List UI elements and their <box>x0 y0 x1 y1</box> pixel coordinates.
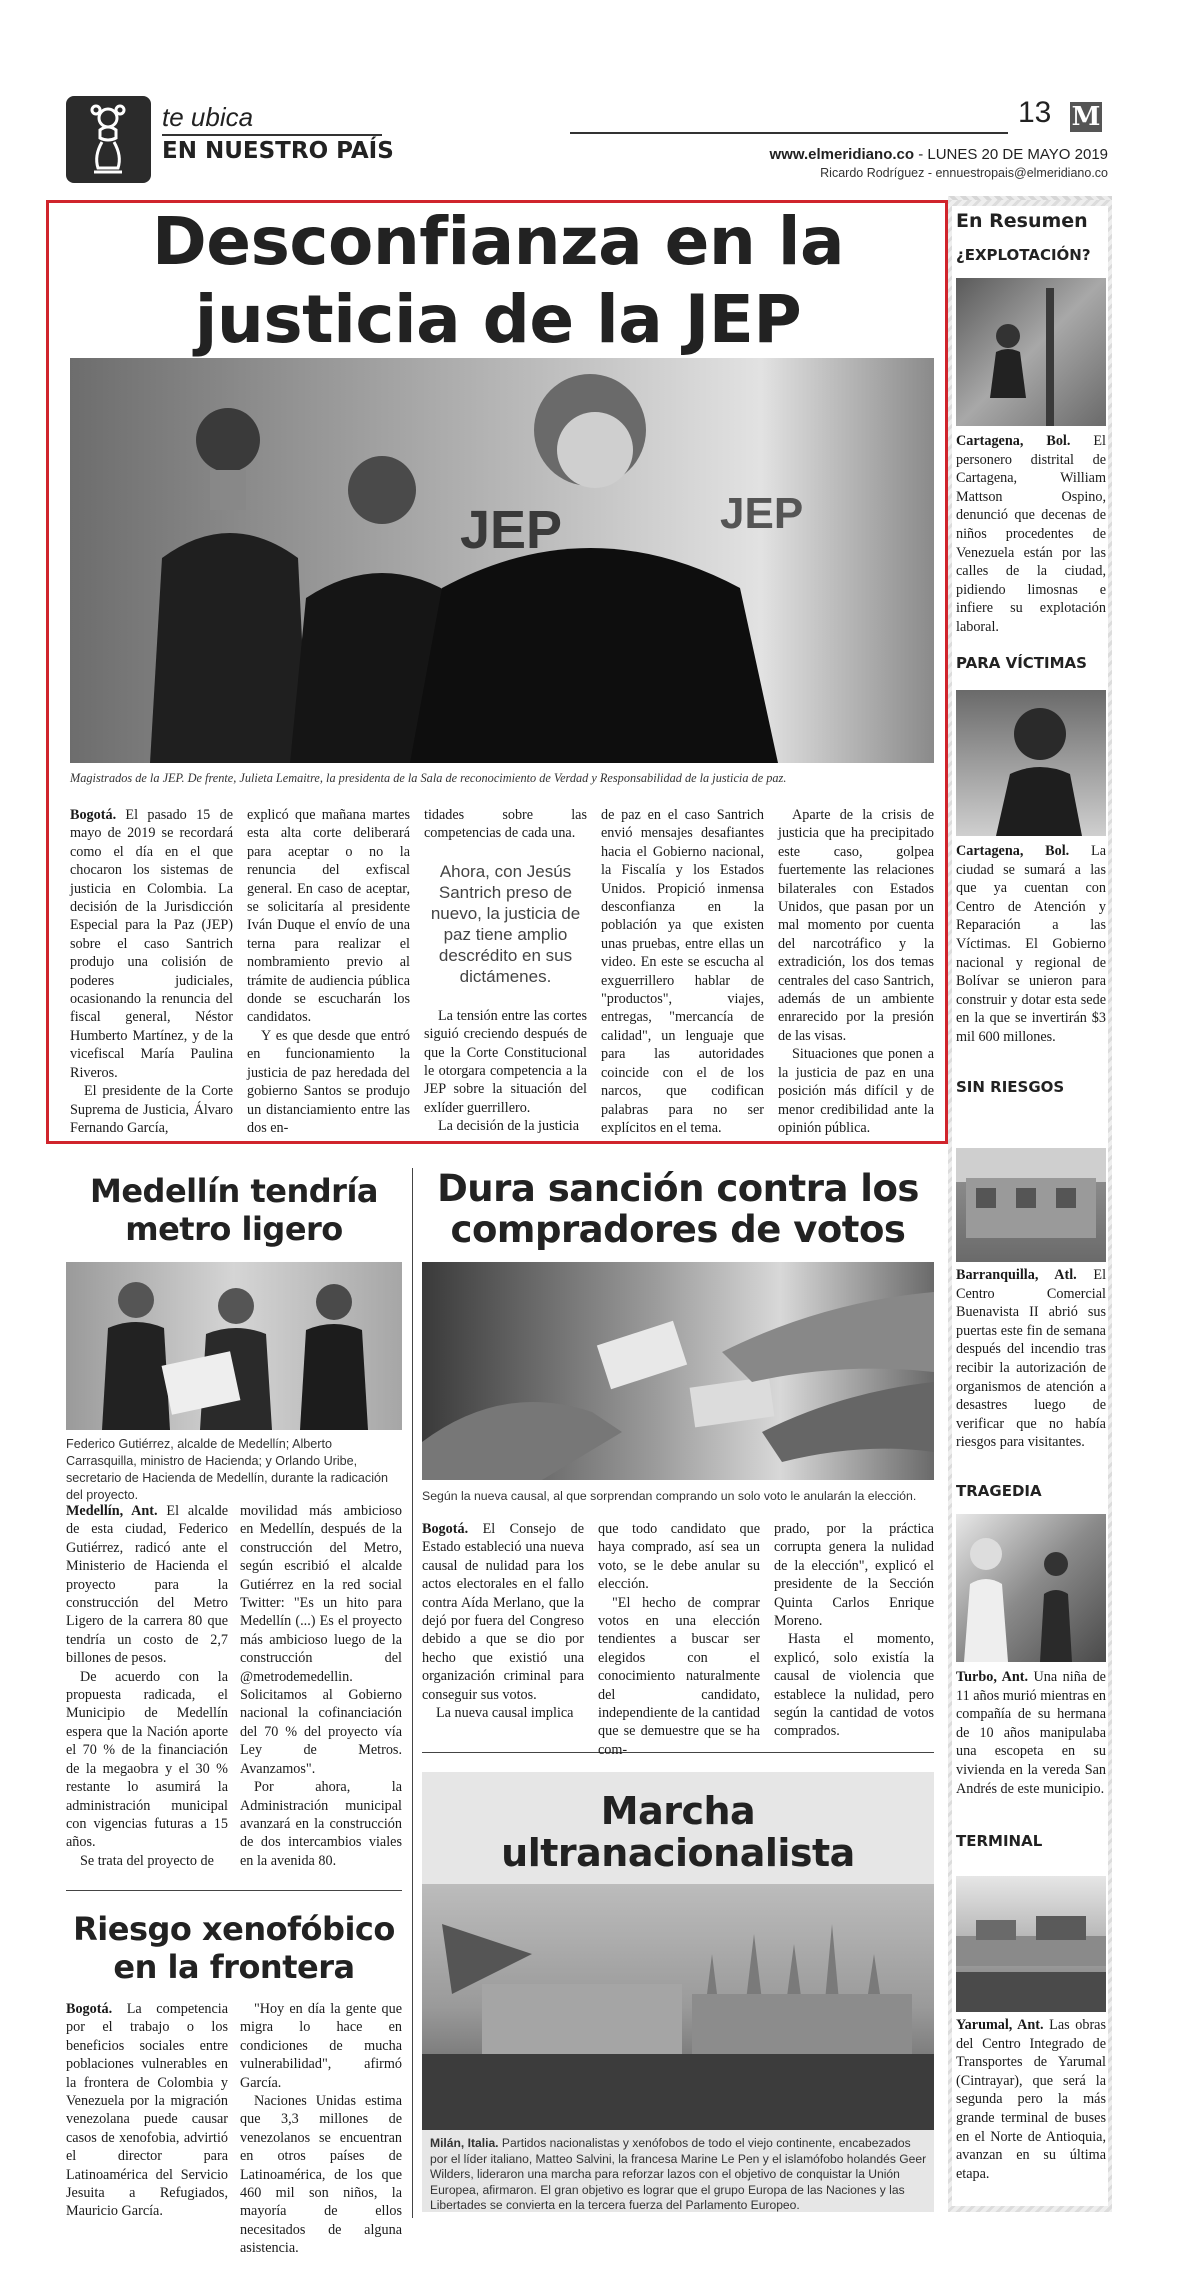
medellin-col1-p1: El alcalde de esta ciudad, Federico Gutiérrez, radicó ante el Ministerio de Hacienda el proyecto para la construcción del Metro Ligero de la carrera 80 que tendría un costo de 2,7 billones de pesos. <box>66 1503 229 1667</box>
riesgo-title <box>66 1910 402 1986</box>
sidebar-item-2-photo <box>956 690 1106 836</box>
main-lead: Bogotá. <box>70 807 117 823</box>
sancion-title <box>422 1168 934 1250</box>
riesgo-col2-p1: "Hoy en día la gente que migra lo hace en condiciones de mucha vulnerabilidad", afirmó García. <box>240 2001 402 2091</box>
sancion-col2-p2: "El hecho de comprar votos en una elección tendientes a buscar ser elegidos con el conocimiento naturalmente del candidato, independiente de la cantidad que se demuestre que se ha com- <box>598 1594 760 1758</box>
medellin-caption: Federico Gutiérrez, alcalde de Medellín; Alberto Carrasquilla, ministro de Hacienda; y Orlando Uribe, secretario de Hacienda de Medellín, durante la radicación del proyecto. <box>66 1437 389 1502</box>
sidebar-item-1-lead: Cartagena, Bol. <box>956 433 1071 449</box>
sidebar-item-2-head: PARA VÍCTIMAS <box>956 654 1087 672</box>
marcha-caption-text: Partidos nacionalistas y xenófobos de todo el viejo continente, encabezados por el líder italiano, Matteo Salvini, la francesa Marine Le Pen y el islamófobo holandés Geer Wilders, lideraron una marcha para reforzar lazos con el objetivo de conquistar la Unión Europea, afirmaron. El gran objetivo es lograr que el grupo Europa de las Naciones y las Libertades se convierta en la tercera fuerza del Parlamento Europeo. <box>430 2136 927 2213</box>
riesgo-title-line1: Riesgo xenofóbico <box>73 1910 395 1948</box>
sidebar-item-5-lead: Yarumal, Ant. <box>956 2017 1044 2033</box>
medellin-bottom-rule <box>66 1890 402 1891</box>
main-col-3 <box>424 806 587 1136</box>
main-col-5 <box>778 806 934 1137</box>
main-title-line2: justicia de la JEP <box>194 281 802 358</box>
website-link[interactable]: www.elmeridiano.co <box>769 146 915 163</box>
sancion-col-3 <box>774 1520 934 1741</box>
magistrates-illustration <box>70 358 934 763</box>
sancion-col1-p2: La nueva causal implica <box>436 1705 574 1722</box>
riesgo-col-2 <box>240 2000 402 2258</box>
officials-illustration <box>66 1262 402 1430</box>
header-left-rule <box>162 134 382 136</box>
brand-logo-letter: M <box>1071 102 1101 132</box>
sancion-col-2 <box>598 1520 760 1759</box>
child-street-illustration <box>956 278 1106 426</box>
sidebar-item-5-photo <box>956 1876 1106 2012</box>
sidebar-item-3-lead: Barranquilla, Atl. <box>956 1267 1077 1283</box>
main-title <box>70 203 926 359</box>
sidebar-item-2-body: La ciudad se sumará a las que ya cuentan con Centro de Atención y Reparación a las Víctimas. El Gobierno nacional y regional de Bolívar se unieron para construir y dotar esta sede en la que se invertirán $3 mil 600 millones. <box>956 843 1106 1045</box>
sidebar-item-2-lead: Cartagena, Bol. <box>956 843 1070 859</box>
milan-march-illustration <box>422 1884 934 2130</box>
main-col2-p1: explicó que mañana martes esta alta corte deliberará para aceptar o no la renuncia del exfiscal general. En caso de aceptar, se solicitaría al presidente Iván Duque el envío de una terna para realizar el nombramiento previo al trámite de audiencia pública donde se escucharán los candidatos. <box>247 807 410 1026</box>
medellin-col-1 <box>66 1502 228 1870</box>
marcha-caption <box>430 2136 928 2214</box>
sidebar-title: En Resumen <box>956 210 1088 232</box>
riesgo-col-1 <box>66 2000 228 2221</box>
dateline <box>770 146 1108 163</box>
sancion-col2-p1: que todo candidato que haya comprado, así sea un voto, se le debe anular su elección. <box>598 1521 760 1593</box>
sidebar-item-5-text <box>956 2016 1106 2183</box>
sidebar-item-4-head: TRAGEDIA <box>956 1482 1042 1500</box>
svg-text:JEP: JEP <box>460 500 563 560</box>
sidebar-item-1-body: El personero distrital de Cartagena, William Mattson Ospino, denunció que decenas de niños procedentes de Venezuela están por las calles de la ciudad, pidiendo limosnas e infiere su explotación laboral. <box>956 433 1106 635</box>
vote-buying-illustration <box>422 1262 934 1480</box>
marcha-caption-lead: Milán, Italia. <box>430 2136 499 2150</box>
sidebar-item-4-body: Una niña de 11 años murió mientras en compañía de su hermana de 10 años manipulaba una escopeta en su vivienda en la vereda San Andrés de este municipio. <box>956 1669 1106 1797</box>
page-number: 13 <box>1018 96 1052 129</box>
editor-line: Ricardo Rodríguez - ennuestropais@elmeridiano.co <box>820 166 1108 180</box>
medellin-lead: Medellín, Ant. <box>66 1503 158 1519</box>
main-col4-p1: de paz en el caso Santrich envió mensajes desafiantes hacia el Gobierno nacional, la Fiscalía y los Estados Unidos. Propició inmensa desconfianza en la población ya que existen unas pruebas, entre ellas un video. En este se escucha al exguerrillero hablar de "productos", viajes, entregas, "mercancía de calidad", un lenguaje que para las autoridades coincide con el de los narcos, que codifican palabras para no ser explícitos en el tema. <box>601 807 764 1136</box>
medellin-title-line2: metro ligero <box>125 1210 343 1248</box>
riesgo-col2-p2: Naciones Unidas estima que 3,3 millones de venezolanos se encuentran en otros países de Latinoamérica, de los que 460 mil son niños, la mayoría de ellos necesitados de alguna asistencia. <box>240 2093 402 2257</box>
sancion-lead: Bogotá. <box>422 1521 469 1537</box>
main-col5-p1: Aparte de la crisis de justicia que ha precipitado este caso, golpea fuertemente las relaciones bilaterales con Estados Unidos, que pasan por un mal momento por cuenta del narcotráfico y la extradición, los dos temas centrales del caso Santrich, además de un ambiente enrarecido por la presión de las visas. <box>778 807 934 1044</box>
svg-text:JEP: JEP <box>720 489 804 538</box>
main-photo-caption: Magistrados de la JEP. De frente, Julieta Lemaitre, la presidenta de la Sala de reconocimiento de Verdad y Responsabilidad de la justicia de paz. <box>70 771 787 785</box>
sidebar-item-5-body: Las obras del Centro Integrado de Transportes de Yarumal (Cintrayar), que será la segunda pero la más grande terminal de buses en el Norte de Antioquia, avanzan en su última etapa. <box>956 2017 1106 2182</box>
terminal-construction-illustration <box>956 1876 1106 2012</box>
main-col-1 <box>70 806 233 1137</box>
sancion-title-line1: Dura sanción contra los <box>437 1167 919 1210</box>
sidebar-item-1-head: ¿EXPLOTACIÓN? <box>956 246 1091 264</box>
marcha-title <box>422 1790 934 1874</box>
main-col3-p3: La decisión de la justicia <box>438 1118 580 1135</box>
sancion-col-1 <box>422 1520 584 1722</box>
sidebar-item-3-photo <box>956 1148 1106 1262</box>
sidebar-item-1-photo <box>956 278 1106 426</box>
sancion-col3-p1: prado, por la práctica corrupta genera la nulidad de la elección", explicó el presidente de la Sección Quinta Carlos Enrique Moreno. <box>774 1521 934 1630</box>
sidebar-item-3-text <box>956 1266 1106 1452</box>
marcha-photo <box>422 1884 934 2130</box>
section-bold: EN NUESTRO PAÍS <box>162 138 394 164</box>
sidebar-item-3-head: SIN RIESGOS <box>956 1078 1065 1096</box>
sidebar-item-2-text <box>956 842 1106 1047</box>
woman-portrait-illustration <box>956 690 1106 836</box>
sidebar-item-4-photo <box>956 1514 1106 1662</box>
sidebar-item-1-text <box>956 432 1106 637</box>
sancion-caption: Según la nueva causal, al que sorprendan comprando un solo voto le anularán la elección. <box>422 1489 917 1503</box>
medellin-col-2 <box>240 1502 402 1870</box>
riesgo-col1-p1: La competencia por el trabajo o los beneficios sociales entre poblaciones vulnerables en la frontera de Colombia y Venezuela por la migración venezolana puede causar casos de xenofobia, advirtió el director para Latinoamérica del Servicio Jesuita a Refugiados, Mauricio García. <box>66 2001 228 2220</box>
sidebar-item-4-lead: Turbo, Ant. <box>956 1669 1029 1685</box>
medellin-title <box>66 1172 402 1248</box>
medellin-col2-p2: Por ahora, la Administración municipal avanzará en la construcción de dos intercambios viales en la avenida 80. <box>240 1779 402 1869</box>
mall-building-illustration <box>956 1148 1106 1262</box>
medellin-col1-p3: Se trata del proyecto de <box>80 1852 214 1869</box>
tragedy-scene-illustration <box>956 1514 1106 1662</box>
main-col-2 <box>247 806 410 1137</box>
section-italic: te ubica <box>162 102 254 132</box>
header-right-rule <box>570 132 1008 134</box>
main-col5-p2: Situaciones que ponen a la justicia de paz en una posición más difícil y de menor credibilidad ante la opinión pública. <box>778 1046 934 1136</box>
lower-left-divider <box>412 1168 413 2218</box>
main-col2-p2: Y es que desde que entró en funcionamiento la justicia de paz heredada del gobierno Santos se produjo un distanciamiento entre las dos en- <box>247 1027 410 1136</box>
sancion-col3-p2: Hasta el momento, explicó, solo existía la causal de violencia que establece la nulidad, pero según la cantidad de votos comprados. <box>774 1631 934 1740</box>
sidebar-item-3-body: El Centro Comercial Buenavista II abrió sus puertas este fin de semana después del incendio tras recibir la autorización de organismos de atención a desastres luego de verificar que no había riesgos para visitantes. <box>956 1267 1107 1451</box>
marcha-title-line1: Marcha <box>600 1789 756 1833</box>
brand-logo <box>1070 102 1102 132</box>
sancion-col1-p1: El Consejo de Estado estableció una nueva causal de nulidad para los actos electorales en el fallo contra Aída Merlano, que la dejó por fuera del Congreso debido a que se dio por hecho que existió una organización criminal para conseguir sus votos. <box>422 1521 584 1703</box>
riesgo-title-line2: en la frontera <box>113 1948 355 1986</box>
medellin-col1-p2: De acuerdo con la propuesta radicada, el Municipio de Medellín espera que la Nación aporte el 70 % de la financiación de la megaobra y el 30 % restante lo asumirá la administración municipal con vigencias futuras a 15 años. <box>66 1668 228 1851</box>
main-col1-p1: El pasado 15 de mayo de 2019 se recordará como el día en el que chocaron los sistemas de justicia en Colombia. La decisión de la Jurisdicción Especial para la Paz (JEP) sobre el caso Santrich produjo una colisión de poderes judiciales, ocasionando la renuncia del fiscal general, Néstor Humberto Martínez, y de la vicefiscal María Paulina Riveros. <box>70 807 233 1081</box>
sancion-photo <box>422 1262 934 1480</box>
date-text: - LUNES 20 DE MAYO 2019 <box>914 146 1108 163</box>
medellin-photo <box>66 1262 402 1430</box>
sidebar-item-5-head: TERMINAL <box>956 1832 1043 1850</box>
chess-piece-icon <box>66 96 151 183</box>
medellin-title-line1: Medellín tendría <box>89 1172 378 1210</box>
riesgo-lead: Bogotá. <box>66 2001 113 2017</box>
main-col3-p2: La tensión entre las cortes siguió creciendo después de que la Corte Constitucional le otorgara competencia a la JEP sobre la situación del exlíder guerrillero. <box>424 1007 587 1116</box>
marcha-title-line2: ultranacionalista <box>501 1831 855 1875</box>
section-logo <box>66 96 151 183</box>
main-col-4 <box>601 806 764 1137</box>
sidebar-item-4-text <box>956 1668 1106 1798</box>
pull-quote: Ahora, con Jesús Santrich preso de nuevo, la justicia de paz tiene amplio descrédito en sus dictámenes. <box>430 861 581 986</box>
main-title-line1: Desconfianza en la <box>152 203 844 280</box>
medellin-col2-p1: movilidad más ambicioso en Medellín, después de la construcción del Metro, según escribió el alcalde Gutiérrez en la red social Twitter: "Es un hito para Medellín (...) Es el proyecto más ambicioso luego de la construcción del @metrodemedellin. Solicitamos al Gobierno nacional la cofinanciación del 70 % del proyecto vía Ley de Metros. Avanzamos". <box>240 1503 402 1777</box>
main-col1-p2: El presidente de la Corte Suprema de Justicia, Álvaro Fernando García, <box>70 1083 233 1136</box>
main-col3-p1: tidades sobre las competencias de cada una. <box>424 807 587 842</box>
main-photo <box>70 358 934 763</box>
sancion-title-line2: compradores de votos <box>450 1208 906 1251</box>
